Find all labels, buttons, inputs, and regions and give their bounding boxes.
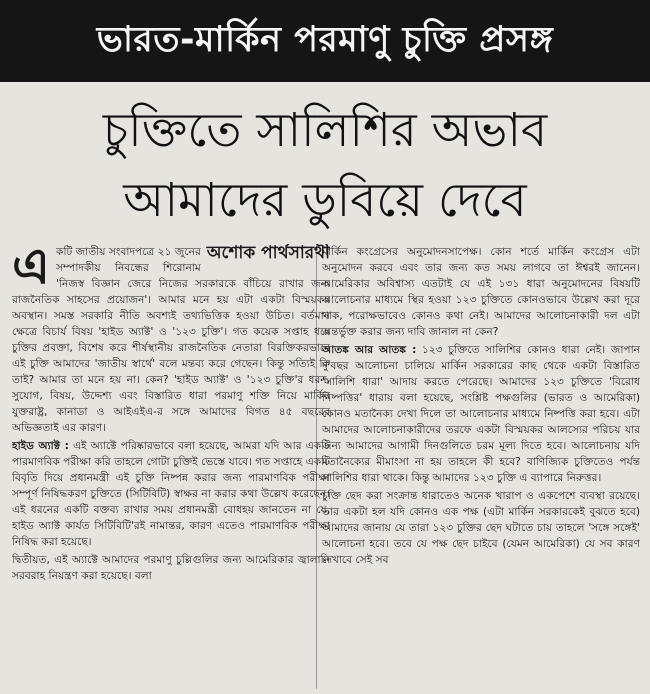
banner-text: ভারত-মার্কিন পরমাণু চুক্তি প্রসঙ্গ [96, 19, 554, 60]
paragraph-second: দ্বিতীয়ত, এই অ্যাক্টে আমাদের পরমাণু চুল্লিগুলির জন্য আমেরিকার জ্বালানি সরবরাহ নিয়ন্ত্রণ করা হয়েছে। বলা [12, 554, 330, 582]
paragraph-congress: মার্কিন কংগ্রেসের অনুমোদনসাপেক্ষ। কোন শর্তে মার্কিন কংগ্রেস এটা অনুমোদন করবে এবং তার জন্য কত সময় লাগবে তা ঈশ্বরই জানেন। আমেরিকার অবিশ্বাস্য এতটাই যে এই ১৩১ ধারা অনুমোদনের বিষয়টি আলোচনার মাধ্যমে স্থির হওয়া ১২৩ চুক্তিতে কোনওভাবে উল্লেখ করা দূরে থাক, পরোক্ষভাবেও কোনও কথা নেই। আমাদের আলোচনাকারী দল এটা অন্তর্ভুক্ত করার জন্য দাবি জানাল না কেন? [322, 246, 640, 338]
headline-line-1: চুক্তিতে সালিশির অভাব [102, 103, 548, 158]
intro-text: কটি জাতীয় সংবাদপত্রে ২১ জুনের সম্পাদকীয় নিবন্ধের শিরোনাম 'নিজস্ব বিজ্ঞান জেরে নিজের সরকারকে বাঁচিয়ে রাখার জন্য রাজনৈতিক সাহসের প্রয়োজন'। আমার মনে হয় এটা একটা বিস্ময়কর অবস্থান। সমস্ত সরকারি নীতি অবশ্যই তথ্যভিত্তিক হওয়া উচিত। বর্তমান ক্ষেত্রে বিচার্য বিষয় 'হাইড অ্যাক্ট' ও '১২৩ চুক্তি'। গত কয়েক সপ্তাহ ধরে চুক্তির প্রবক্তা, বিশেষ করে শীর্ষস্থানীয় রাজনৈতিক নেতারা বিরক্তিকরভাবে এই চুক্তি আমাদের 'জাতীয় স্বার্থে' বলে মন্তব্য করে গেছেন। কিন্তু সত্যিই কি তাই? আমার তা মনে হয় না। কেন? 'হাইড অ্যাক্ট' ও '১২৩ চুক্তি'র ধরন, সুযোগ, বিষয়, উদ্দেশ্য এবং বিস্তারিত ধারা পরমাণু শক্তি নিয়ে মার্কিন যুক্তরাষ্ট্র, কানাডা ও আইএইএ-র সঙ্গে আমাদের বিগত ৪৫ বছরের অভিজ্ঞতাই এর কারণ। [12, 246, 330, 434]
paragraph-intro [12, 244, 330, 436]
paragraph-termination: চুক্তি ছেদ করা সংক্রান্ত ধারাতেও অনেক খারাপ ও একপেশে ব্যবস্থা রয়েছে। তার একটা হল যদি কোনও এক পক্ষ (এটা মার্কিন সরকারকেই বুঝতে হবে) আমাদের জানায় যে তারা ১২৩ চুক্তির ছেদ ঘটাতে চায় তাহলে 'সঙ্গে সঙ্গেই' আলোচনা হবে। তবে যে পক্ষ ছেদ চাইবে (যেমন আমেরিকা) যে সব কারণ দেখাবে সেই সব [322, 490, 640, 566]
drop-cap: এ [12, 244, 51, 295]
section-banner [0, 0, 650, 82]
article-column-left [12, 244, 330, 694]
subhead-hyde-act: হাইড অ্যাক্ট : [12, 440, 69, 452]
hyde-act-text: এই অ্যাক্টে পরিষ্কারভাবে বলা হয়েছে, আমরা যদি আর একটি পারমাণবিক পরীক্ষা করি তাহলে গোটা চুক্তিই ভেস্তে যাবে। গত সপ্তাহে একটি বিবৃতি দিয়ে প্রধানমন্ত্রী এই চুক্তি নিষ্পন্ন করার জন্য পারমাণবিক পরীক্ষা সম্পূর্ণ নিষিদ্ধকরণ চুক্তিতে (সিটিবিটি) স্বাক্ষর না করার কথা উল্লেখ করেছেন। এই ধরনের একটি বক্তব্য রাখার সময় প্রধানমন্ত্রী বোধহয় জানতেন না যে, হাইড অ্যাক্ট কার্যত সিটিবিটি'রই নামান্তর, কারণ এতেও পারমাণবিক পরীক্ষা নিষিদ্ধ করা হয়েছে। [12, 440, 330, 548]
byline: অশোক পার্থসারথী [206, 244, 330, 263]
paragraph-panic [322, 342, 640, 486]
subhead-panic: আতঙ্ক আর আতঙ্ক : [322, 344, 417, 356]
article-column-right [322, 244, 640, 694]
panic-text: ১২৩ চুক্তিতে সালিশির কোনও ধারা নেই। জাপান দু'বছর আলোচনা চালিয়ে মার্কিন সরকারের কাছ থেকে একটা বিস্তারিত 'সালিশি ধারা' আদায় করতে পেরেছে। আমাদের ১২৩ চুক্তিতে 'বিরোধ নিষ্পত্তির' ধারায় বলা হয়েছে, সংশ্লিষ্ট পক্ষগুলির (ভারত ও আমেরিকা) কোনও মতানৈক্য দেখা দিলে তা আলোচনার মাধ্যমে নিষ্পত্তি করা হবে। এটা আমাদের আলোচনাকারীদের তরফে একটা বিস্ময়কর আলস্যের পরিচয় যার জন্য আমাদের আগামী দিনগুলিতে চরম মূল্য দিতে হবে। আলোচনায় যদি মতানৈক্যের মীমাংসা না হয় তাহলে কী হবে? বাণিজ্যিক চুক্তিতেও পর্যন্ত সালিশির ধারা থাকে। কিন্তু আমাদের ১২৩ চুক্তি এ ব্যাপারে নিরুত্তর। [322, 344, 640, 484]
headline-line-2: আমাদের ডুবিয়ে দেবে [123, 173, 527, 228]
article-headline [0, 96, 650, 236]
paragraph-hyde-act [12, 438, 330, 550]
